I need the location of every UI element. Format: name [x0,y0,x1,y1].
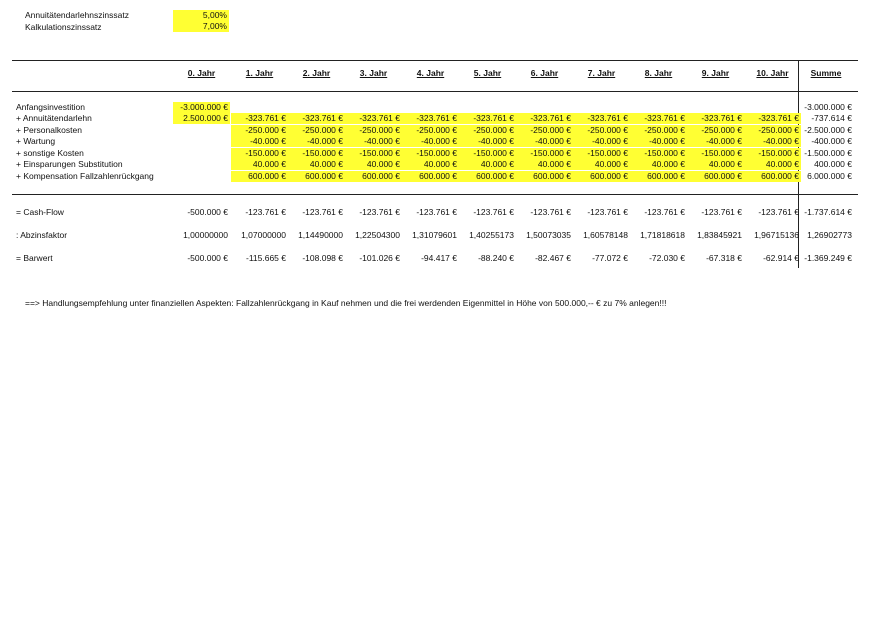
table-cell: -150.000 € [402,148,459,159]
table-cell: 40.000 € [687,159,744,170]
table-cell: -250.000 € [516,125,573,136]
table-cell: 1,00000000 [183,230,228,240]
table-cell: -150.000 € [516,148,573,159]
column-header: Summe [810,68,842,78]
table-cell: -250.000 € [345,125,402,136]
table-cell: -40.000 € [288,136,345,147]
table-cell: -40.000 € [744,136,801,147]
table-cell: -40.000 € [687,136,744,147]
table-cell: 40.000 € [231,159,288,170]
table-cell: -150.000 € [687,148,744,159]
column-header: 10. Jahr [756,68,789,78]
table-cell: -150.000 € [345,148,402,159]
table-cell: 1,60578148 [583,230,628,240]
table-cell: 600.000 € [573,171,630,182]
table-cell: -77.072 € [592,253,628,263]
table-cell: -123.761 € [758,207,799,217]
table-cell: -323.761 € [459,113,516,124]
table-cell: -101.026 € [359,253,400,263]
table-cell: 2.500.000 € [173,113,230,124]
table-cell: -250.000 € [231,125,288,136]
top-rule [12,60,858,61]
param-label-discount-rate: Kalkulationszinssatz [25,22,102,32]
column-header: 1. Jahr [245,68,274,78]
table-cell: 1,96715136 [754,230,799,240]
table-cell: -40.000 € [573,136,630,147]
table-cell: 1,50073035 [526,230,571,240]
table-cell: -123.761 € [530,207,571,217]
table-cell: -250.000 € [630,125,687,136]
column-header: 6. Jahr [530,68,559,78]
sum-cell: 400.000 € [814,159,852,169]
param-value-annuity-rate: 5,00% [173,10,229,21]
sum-cell: 1,26902773 [807,230,852,240]
table-cell: -150.000 € [288,148,345,159]
table-cell: -62.914 € [763,253,799,263]
table-cell: -123.761 € [302,207,343,217]
table-cell: -250.000 € [459,125,516,136]
row-label: + Wartung [16,136,56,146]
table-cell: -123.761 € [587,207,628,217]
table-cell: -40.000 € [231,136,288,147]
table-cell: -67.318 € [706,253,742,263]
table-cell: -500.000 € [187,207,228,217]
column-header: 9. Jahr [701,68,730,78]
table-cell: -40.000 € [630,136,687,147]
table-cell: -150.000 € [459,148,516,159]
table-cell: 600.000 € [459,171,516,182]
table-cell: -40.000 € [345,136,402,147]
table-cell: -123.761 € [473,207,514,217]
table-cell: 600.000 € [630,171,687,182]
table-cell: -88.240 € [478,253,514,263]
table-cell: -108.098 € [302,253,343,263]
table-cell: 1,31079601 [412,230,457,240]
table-cell: 40.000 € [402,159,459,170]
table-cell: -40.000 € [516,136,573,147]
table-cell: -250.000 € [744,125,801,136]
column-header: 4. Jahr [416,68,445,78]
table-cell: -82.467 € [535,253,571,263]
table-cell: -323.761 € [231,113,288,124]
row-label: + Einsparungen Substitution [16,159,123,169]
table-cell: -150.000 € [744,148,801,159]
table-cell: -500.000 € [187,253,228,263]
table-cell: -323.761 € [630,113,687,124]
table-cell: 40.000 € [345,159,402,170]
table-cell: 40.000 € [288,159,345,170]
table-cell: 600.000 € [402,171,459,182]
table-cell: 40.000 € [573,159,630,170]
row-label: : Abzinsfaktor [16,230,68,240]
table-cell: -250.000 € [573,125,630,136]
table-cell: -150.000 € [231,148,288,159]
row-label: + Annuitätendarlehn [16,113,92,123]
column-header: 5. Jahr [473,68,502,78]
column-header: 2. Jahr [302,68,331,78]
column-header: 8. Jahr [644,68,673,78]
table-cell: -123.761 € [701,207,742,217]
table-cell: -115.665 € [245,253,286,263]
column-header: 0. Jahr [187,68,216,78]
row-label: = Barwert [16,253,53,263]
table-cell: -323.761 € [288,113,345,124]
table-cell: -323.761 € [516,113,573,124]
table-cell: -250.000 € [687,125,744,136]
table-cell: 1,71818618 [640,230,685,240]
row-label: Anfangsinvestition [16,102,85,112]
table-cell: 40.000 € [516,159,573,170]
table-cell: 40.000 € [744,159,801,170]
table-cell: -40.000 € [459,136,516,147]
table-cell: -323.761 € [573,113,630,124]
row-label: = Cash-Flow [16,207,64,217]
table-cell: -150.000 € [630,148,687,159]
sum-cell: -1.369.249 € [804,253,852,263]
table-cell: 1,14490000 [298,230,343,240]
column-header: 3. Jahr [359,68,388,78]
table-cell: 1,22504300 [355,230,400,240]
table-cell: 1,40255173 [469,230,514,240]
table-cell: -150.000 € [573,148,630,159]
param-label-annuity-rate: Annuitätendarlehnszinssatz [25,10,129,20]
table-cell: 1,07000000 [241,230,286,240]
table-cell: -123.761 € [644,207,685,217]
table-cell: -123.761 € [359,207,400,217]
sum-cell: -1.500.000 € [804,148,852,158]
subtotal-rule [12,194,858,195]
table-cell: -94.417 € [421,253,457,263]
table-cell: -123.761 € [416,207,457,217]
table-cell: 600.000 € [231,171,288,182]
table-cell: 600.000 € [288,171,345,182]
sum-cell: -2.500.000 € [804,125,852,135]
table-cell: -123.761 € [245,207,286,217]
table-cell: -323.761 € [744,113,801,124]
table-cell: -3.000.000 € [173,102,230,113]
table-cell: 40.000 € [630,159,687,170]
recommendation-note: ==> Handlungsempfehlung unter finanziellen Aspekten: Fallzahlenrückgang in Kauf nehmen und die frei werdenden Eigenmittel in Höhe von 500.000,-- € zu 7% anlegen!!! [25,298,667,308]
table-cell: 600.000 € [345,171,402,182]
table-cell: -40.000 € [402,136,459,147]
table-cell: -323.761 € [345,113,402,124]
row-label: + Personalkosten [16,125,82,135]
table-cell: -72.030 € [649,253,685,263]
table-cell: 40.000 € [459,159,516,170]
table-cell: 600.000 € [516,171,573,182]
sum-cell: -1.737.614 € [804,207,852,217]
sum-cell: 6.000.000 € [807,171,852,181]
param-value-discount-rate: 7,00% [173,21,229,32]
table-cell: -323.761 € [687,113,744,124]
table-cell: -323.761 € [402,113,459,124]
table-cell: -250.000 € [402,125,459,136]
table-cell: 600.000 € [744,171,801,182]
table-cell: -250.000 € [288,125,345,136]
table-cell: 1,83845921 [697,230,742,240]
table-cell: 600.000 € [687,171,744,182]
sum-cell: -3.000.000 € [804,102,852,112]
sum-cell: -400.000 € [811,136,852,146]
row-label: + sonstige Kosten [16,148,84,158]
sum-cell: -737.614 € [811,113,852,123]
column-header: 7. Jahr [587,68,616,78]
row-label: + Kompensation Fallzahlenrückgang [16,171,154,181]
header-rule [12,91,858,92]
